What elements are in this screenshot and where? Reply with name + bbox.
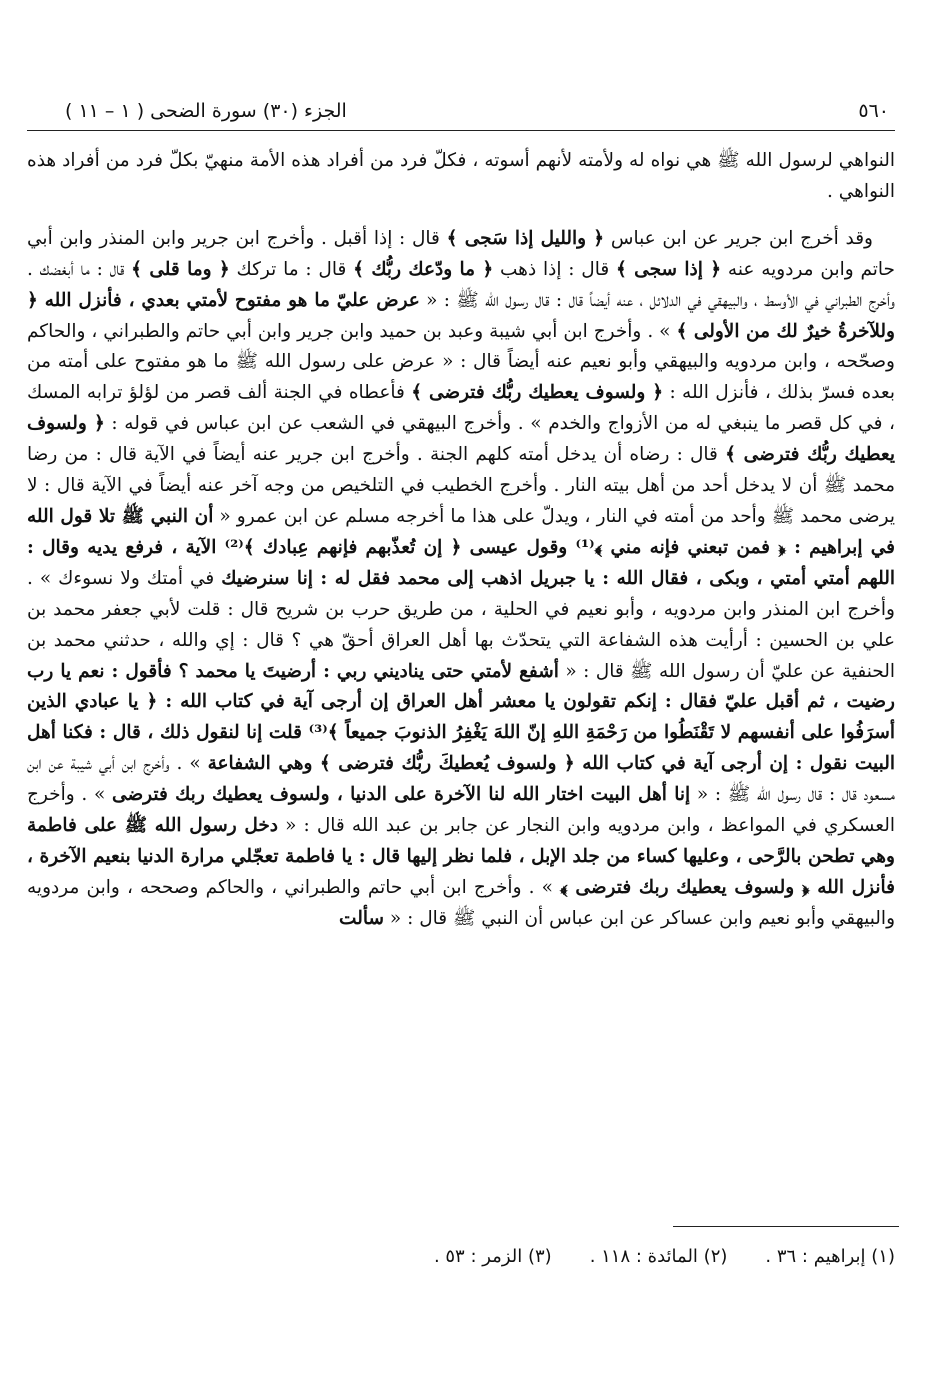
footnote-2: (٢) المائدة : ١١٨ . — [589, 1246, 728, 1267]
text-run: قال : إذا ذهب — [493, 258, 616, 280]
text-run: قال : إذا أقبل . وأخرج ابن جرير وابن المنذر وابن أبي حاتم وابن مردويه عنه — [27, 227, 895, 280]
text-run: فأعطاه في الجنة ألف قصر من لؤلؤ ترابه المسك ، في كل قصر ما ينبغي له من الأزواج والخدم » . وأخرج البيهقي في الشعب عن ابن عباس في قوله : — [27, 382, 895, 435]
footnote-1: (١) إبراهيم : ٣٦ . — [765, 1246, 895, 1267]
paragraph-1 — [27, 146, 895, 208]
text-run: قال : رضاه أن يدخل أمته كلهم الجنة . وأخرج ابن جرير عنه أيضاً في الآية قال : من رضا محمد ﷺ أن لا يدخل أحد من أهل بيته النار . وأخرج الخطيب في التلخيص من وجه آخر عنه أيضاً في الآية قال : لا يرضى محمد ﷺ وأحد من أمته في النار ، ويدلّ على هذا ما أخرجه مسلم عن ابن عمرو « — [27, 444, 895, 527]
text-run: النواهي لرسول الله ﷺ هي نواه له ولأمته لأنهم أسوته ، فكلّ فرد من أفراد هذه الأمة منهيّ بكلّ فرد من أفراد هذه النواهي . — [27, 150, 895, 202]
text-run: قال : ما أبغضك . وأخرج الطبراني في الأوسط ، والبيهقي في الدلائل ، عنه أيضاً قال : قال رسول الله ﷺ : « — [27, 258, 895, 311]
footnote-3: (٣) الزمر : ٥٣ . — [433, 1246, 552, 1267]
text-run: قال : ما تركك — [229, 258, 354, 280]
paragraph-2 — [27, 224, 895, 935]
bold-quote-run: إنا أهل البيت اختار الله لنا الآخرة على الدنيا ، ولسوف يعطيك ربك فترضى — [112, 784, 691, 806]
bold-quote-run: ﴿ ولسوف يعطيك ربُّك فترضى ﴾ — [27, 413, 895, 466]
bold-quote-run: ﴿ ولسوف يعطيك ربُّك فترضى ﴾ — [411, 382, 664, 404]
bold-quote-run: ﴿ ما ودّعك ربُّك ﴾ — [353, 258, 494, 280]
bold-quote-run: ﴿ إذا سجى ﴾ — [616, 258, 722, 280]
running-title: الجزء (٣٠) سورة الضحى ( ١ – ١١ ) — [65, 100, 347, 122]
bold-quote-run: دخل رسول الله ﷺ على فاطمة وهي تطحن بالرَّحى ، وعليها كساء من جلد الإبل ، فلما نظر إليها قال : يا فاطمة تعجّلي مرارة الدنيا بنعيم الآخرة ، فأنزل الله ﴿ ولسوف يعطيك ربك فترضى ﴾ — [27, 815, 895, 898]
text-run: » . وأخرج ابن أبي حاتم والطبراني ، والحاكم وصححه ، وابن مردويه والبيهقي وأبو نعيم وابن عساكر عن ابن عباس أن النبي ﷺ قال : « — [27, 876, 895, 929]
text-run: وقد أخرج ابن جرير عن ابن عباس — [604, 227, 873, 249]
page-header — [27, 96, 895, 131]
bold-quote-run: أشفع لأمتي حتى يناديني ربي : أرضيتَ يا محمد ؟ فأقول : نعم يا رب رضيت ، ثم أقبل عليّ فقال : إنكم تقولون يا معشر أهل العراق إن أرجى آية في كتاب الله : ﴿ يا عبادي الذين أسرَفُوا على أنفسهم لا تَقْنَطُوا من رَحْمَةِ اللهِ إنّ اللهَ يَغْفِرُ الذنوبَ جميعاً ﴾⁽³⁾ قلت إنا لنقول ذلك ، قال : فكنا أهل البيت نقول : إن أرجى آية في كتاب الله ﴿ ولسوف يُعطيكَ ربُّك فترضى ﴾ وهي الشفاعة — [27, 660, 895, 775]
bold-quote-run: ﴿ وما قلى ﴾ — [131, 258, 230, 280]
bold-quote-run: ﴿ والليل إذا سَجى ﴾ — [446, 227, 605, 249]
footnotes — [280, 1246, 895, 1267]
bold-quote-run: عرض عليّ ما هو مفتوح لأمتي بعدي ، فأنزل الله ﴿ وللآخرةُ خيرٌ لك من الأولى ﴾ — [27, 289, 895, 342]
text-run: » . وأخرج ابن أبي شيبة وعبد بن حميد وابن جرير وابن أبي حاتم والطبراني ، والحاكم وصحّحه ، وابن مردويه والبيهقي وأبو نعيم عنه أيضاً قال : « عرض على رسول الله ﷺ ما هو مفتوح على أمته من بعده فسرّ بذلك ، فأنزل الله : — [27, 320, 895, 404]
text-run: » . وأخرج العسكري في المواعظ ، وابن مردويه وابن النجار عن جابر بن عبد الله قال : « — [27, 784, 895, 837]
bold-quote-run: سألت — [339, 907, 384, 929]
page-number: ٥٦٠ — [858, 100, 889, 122]
text-run: » . وأخرج ابن أبي شيبة عن ابن مسعود قال : قال رسول الله ﷺ : « — [27, 753, 895, 806]
footnote-divider — [673, 1226, 899, 1227]
bold-quote-run: أن النبي ﷺ تلا قول الله في إبراهيم : ﴿ فمن تبعني فإنه مني ﴾⁽¹⁾ وقول عيسى ﴿ إن تُعذّبهم فإنهم عِبادك ﴾⁽²⁾ الآية ، فرفع يديه وقال : اللهم أمتي أمتي ، وبكى ، فقال الله : يا جبريل اذهب إلى محمد فقل له : إنا سنرضيك — [27, 505, 895, 589]
body-text — [27, 146, 895, 935]
text-run: في أمتك ولا نسوءك » . وأخرج ابن المنذر وابن مردويه ، وأبو نعيم في الحلية ، من طريق حرب بن شريح قال : قلت لأبي جعفر محمد بن علي بن الحسين : أرأيت هذه الشفاعة التي يتحدّث بها أهل العراق أحقّ هي ؟ قال : إي والله ، حدثني محمد بن الحنفية عن عليّ أن رسول الله ﷺ قال : « — [27, 567, 895, 682]
